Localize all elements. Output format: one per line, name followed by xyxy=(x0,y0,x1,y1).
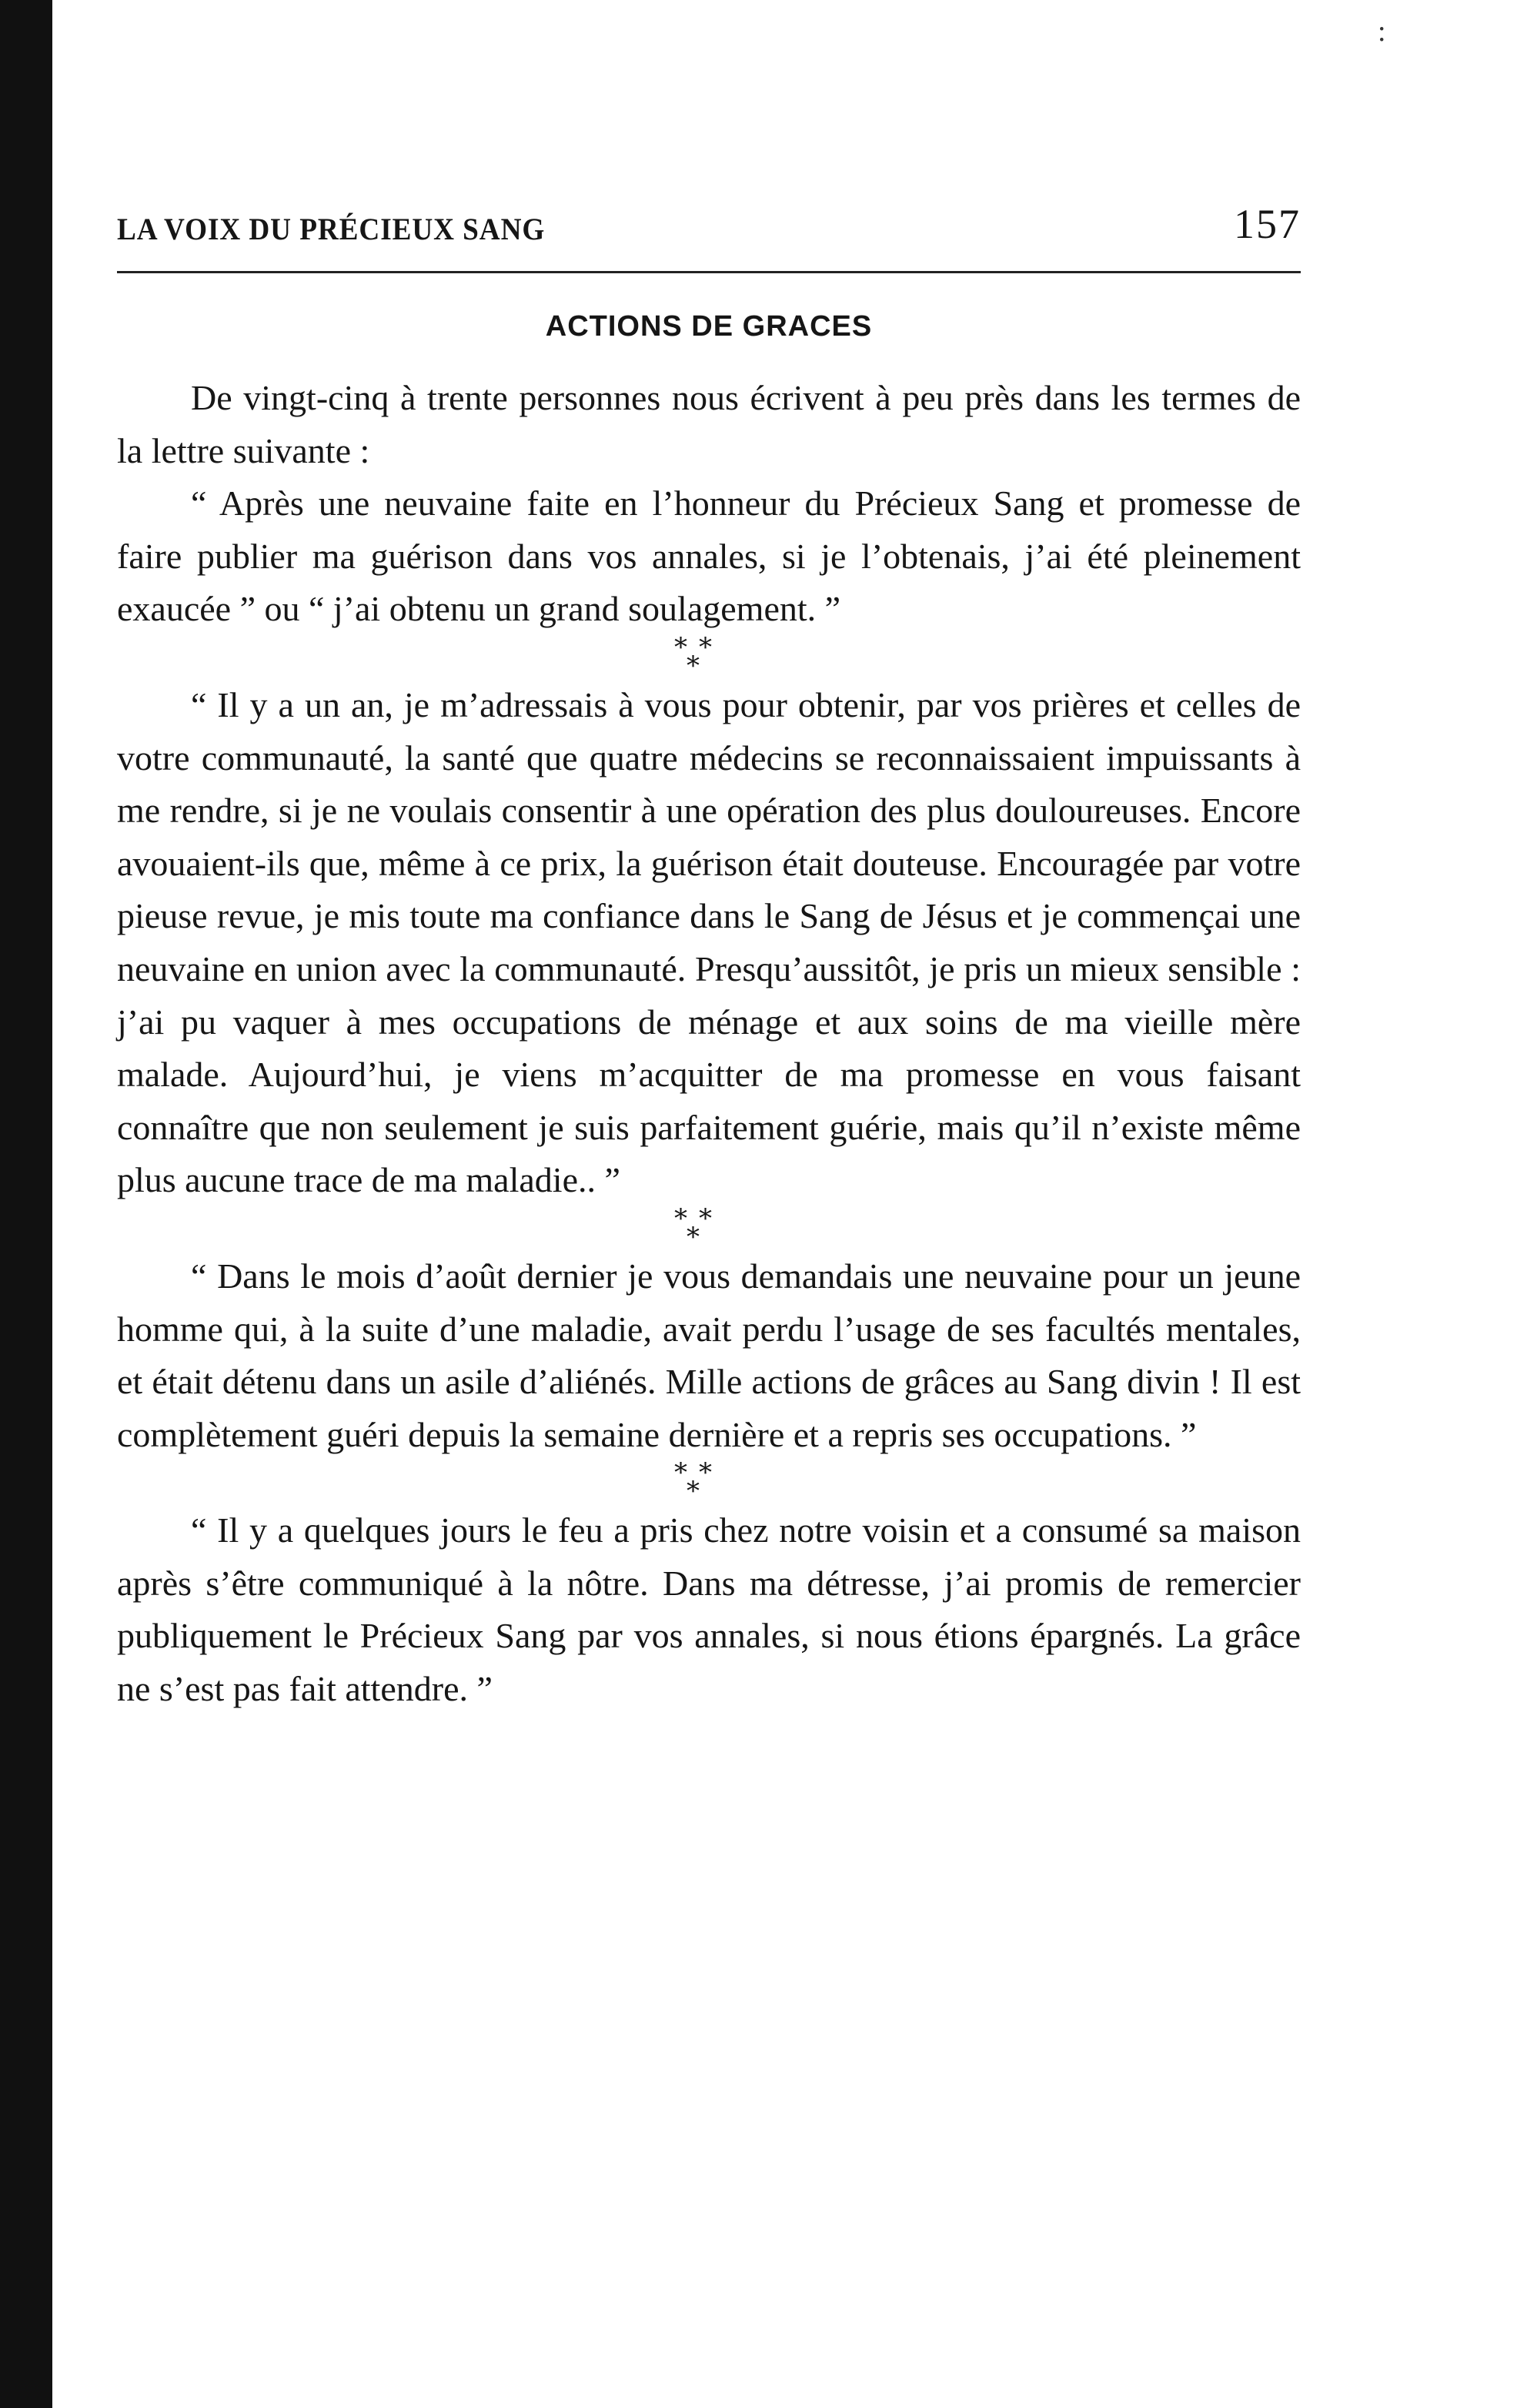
asterism-divider xyxy=(673,1461,719,1504)
svg-text:*: * xyxy=(674,1461,687,1489)
paragraph-letter-3: “ Dans le mois d’août dernier je vous demandais une neuvaine pour un jeune homme qui, à la suite d’une maladie, avait perdu l’usage de ses facultés mentales, et était détenu dans un asile d’aliénés. Mille actions de grâces au Sang divin ! Il est complètement guéri depuis la semaine dernière et a repris ses occupations. ” xyxy=(117,1256,1301,1454)
svg-text:*: * xyxy=(674,635,687,663)
section-title: ACTIONS DE GRACES xyxy=(545,310,873,343)
asterism-icon xyxy=(674,1207,712,1250)
svg-text:*: * xyxy=(674,1206,687,1234)
running-head-title: LA VOIX DU PRÉCIEUX SANG xyxy=(117,212,546,246)
asterism-icon xyxy=(674,636,712,679)
paragraph-letter-1: “ Après une neuvaine faite en l’honneur du Précieux Sang et promesse de faire publier ma guérison dans vos annales, si je l’obtenais, j’ai été pleinement exaucée ” ou “ j’ai obtenu un grand soulagement. ” xyxy=(117,483,1301,629)
running-head xyxy=(117,191,1301,245)
svg-text:*: * xyxy=(699,1206,712,1234)
page-number: 157 xyxy=(1234,201,1301,247)
svg-text:*: * xyxy=(687,650,700,679)
paragraph-letter-2: “ Il y a un an, je m’adressais à vous pour obtenir, par vos prières et celles de votre communauté, la santé que quatre médecins se reconnaissaient impuissants à me rendre, si je ne voulais consentir à une opération des plus douloureuses. Encore avouaient-ils que, même à ce prix, la guérison était douteuse. Encouragée par votre pieuse revue, je mis toute ma confiance dans le Sang de Jésus et je commençai une neuvaine en union avec la communauté. Presqu’aussitôt, je pris un mieux sensible : j’ai pu vaquer à mes occupations de ménage et aux soins de ma vieille mère malade. Aujourd’hui, je viens m’acquitter de ma promesse en vous faisant connaître que non seulement je suis parfaitement guérie, mais qu’il n’existe même plus aucune trace de ma maladie.. ” xyxy=(117,684,1301,1200)
paragraph-intro: De vingt-cinq à trente personnes nous écrivent à peu près dans les termes de la lettre suivante : xyxy=(117,378,1301,470)
svg-text:*: * xyxy=(687,1221,700,1250)
svg-text:*: * xyxy=(699,635,712,663)
asterism-icon xyxy=(674,1461,712,1504)
book-page xyxy=(117,191,1301,1716)
header-rule xyxy=(117,271,1301,273)
asterism-divider xyxy=(673,1207,719,1250)
svg-text:*: * xyxy=(699,1461,712,1489)
asterism-divider xyxy=(673,636,719,679)
corner-mark: : xyxy=(1378,15,1386,48)
scan-binding-edge xyxy=(0,0,52,2408)
paragraph-letter-4: “ Il y a quelques jours le feu a pris chez notre voisin et a consumé sa maison après s’être communiqué à la nôtre. Dans ma détresse, j’ai promis de remercier publiquement le Précieux Sang par vos annales, si nous étions épargnés. La grâce ne s’est pas fait attendre. ” xyxy=(117,1510,1301,1709)
svg-text:*: * xyxy=(687,1476,700,1505)
